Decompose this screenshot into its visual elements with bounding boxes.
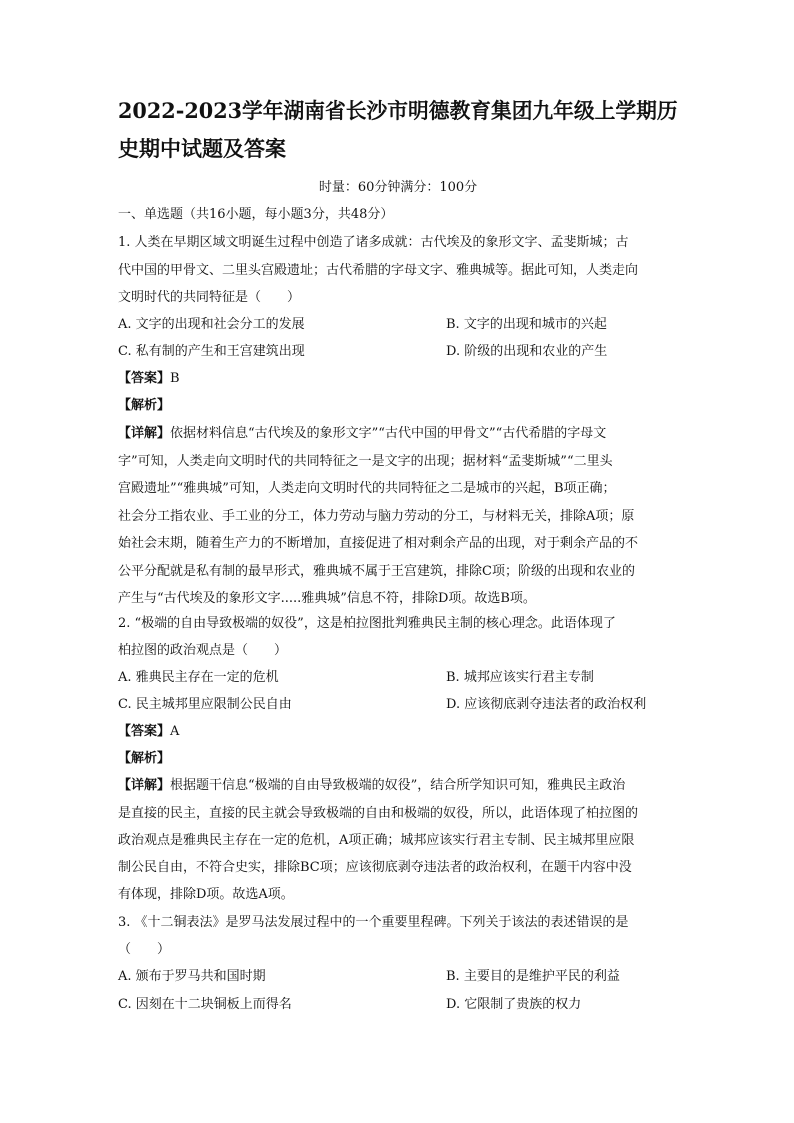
q3-stem-line: 3. 《十二铜表法》是罗马法发展过程中的一个重要里程碑。下列关于该法的表述错误的是 <box>118 915 629 930</box>
q2-option-b: B. 城邦应该实行君主专制 <box>446 670 594 685</box>
detail-tag: 【详解】 <box>118 778 171 793</box>
q2-stem-line: 柏拉图的政治观点是（ ） <box>118 643 288 658</box>
q1-stem-line: 文明时代的共同特征是（ ） <box>118 290 301 305</box>
q2-answer <box>118 722 678 742</box>
q2-option-d: D. 应该彻底剥夺违法者的政治权利 <box>446 697 647 712</box>
answer-tag: 【答案】 <box>118 371 171 386</box>
q2-detail-line: 是直接的民主，直接的民主就会导致极端的自由和极端的奴役，所以，此语体现了柏拉图的 <box>118 806 639 821</box>
detail-tag: 【详解】 <box>118 426 171 441</box>
exam-meta: 时量：60分钟满分：100分 <box>318 180 478 195</box>
answer-value: B <box>170 371 180 386</box>
q1-option-b: B. 文字的出现和城市的兴起 <box>446 317 607 332</box>
q3-option-b: B. 主要目的是维护平民的利益 <box>446 969 620 984</box>
answer-value: A <box>170 724 180 739</box>
q1-stem-line: 1. 人类在早期区域文明诞生过程中创造了诸多成就：古代埃及的象形文字、孟斐斯城；古 <box>118 235 629 250</box>
title-line-1: 2022-2023学年湖南省长沙市明德教育集团九年级上学期历 <box>118 98 678 123</box>
section-heading: 一、单选题（共16小题，每小题3分，共48分） <box>118 207 394 222</box>
q1-detail-line: 始社会末期，随着生产力的不断增加，直接促进了相对剩余产品的出现，对于剩余产品的不 <box>118 536 639 551</box>
q3-option-d: D. 它限制了贵族的权力 <box>446 997 582 1012</box>
q2-detail-line: 制公民自由，不符合史实，排除BC项；应该彻底剥夺违法者的政治权利，在题干内容中没 <box>118 860 632 875</box>
q3-stem-line: （ ） <box>118 942 171 957</box>
q1-detail-line: 宫殿遗址”“雅典城”可知，人类走向文明时代的共同特征之二是城市的兴起，B项正确； <box>118 481 616 496</box>
q3-option-a: A. 颁布于罗马共和国时期 <box>118 969 266 984</box>
q2-option-a: A. 雅典民主存在一定的危机 <box>118 670 279 685</box>
q3-option-c: C. 因刻在十二块铜板上而得名 <box>118 997 292 1012</box>
q2-detail-line <box>118 776 678 796</box>
detail-text: 根据题干信息“极端的自由导致极端的奴役”，结合所学知识可知，雅典民主政治 <box>170 778 626 793</box>
q1-detail-line: 字”可知，人类走向文明时代的共同特征之一是文字的出现；据材料“孟斐斯城”“二里头 <box>118 454 613 469</box>
title-line-2: 史期中试题及答案 <box>118 136 286 161</box>
q1-option-d: D. 阶级的出现和农业的产生 <box>446 344 608 359</box>
q2-detail-line: 政治观点是雅典民主存在一定的危机，A项正确；城邦应该实行君主专制、民主城邦里应限 <box>118 833 635 848</box>
q1-option-a: A. 文字的出现和社会分工的发展 <box>118 317 305 332</box>
q2-option-c: C. 民主城邦里应限制公民自由 <box>118 697 292 712</box>
detail-text: 依据材料信息“古代埃及的象形文字”“古代中国的甲骨文”“古代希腊的字母文 <box>170 426 607 441</box>
q1-option-c: C. 私有制的产生和王宫建筑出现 <box>118 344 305 359</box>
q1-detail-line: 社会分工指农业、手工业的分工，体力劳动与脑力劳动的分工，与材料无关，排除A项；原 <box>118 509 635 524</box>
q1-detail-line <box>118 424 678 444</box>
q1-stem-line: 代中国的甲骨文、二里头宫殿遗址；古代希腊的字母文字、雅典城等。据此可知，人类走向 <box>118 263 639 278</box>
q1-answer <box>118 369 678 389</box>
q2-analysis-tag: 【解析】 <box>118 751 171 766</box>
q2-detail-line: 有体现，排除D项。故选A项。 <box>118 887 294 902</box>
q1-detail-line: 公平分配就是私有制的最早形式，雅典城不属于王宫建筑，排除C项；阶级的出现和农业的 <box>118 564 635 579</box>
answer-tag: 【答案】 <box>118 724 171 739</box>
q1-analysis-tag: 【解析】 <box>118 398 171 413</box>
q2-stem-line: 2. “极端的自由导致极端的奴役”，这是柏拉图批判雅典民主制的核心理念。此语体现了 <box>118 616 616 631</box>
q1-detail-line: 产生与“古代埃及的象形文字.....雅典城”信息不符，排除D项。故选B项。 <box>118 591 536 606</box>
